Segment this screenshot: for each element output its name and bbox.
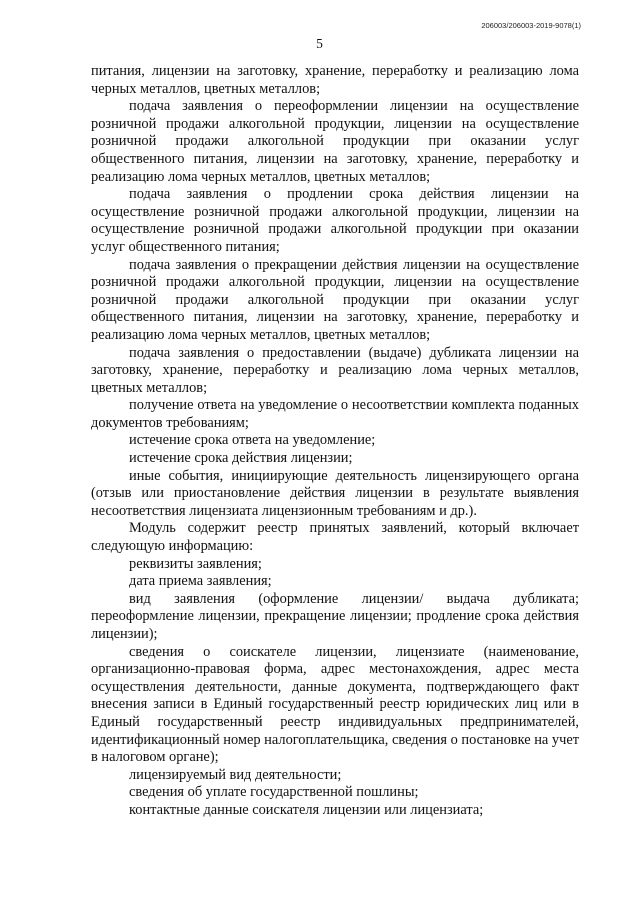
paragraph: Модуль содержит реестр принятых заявлений, который включает следующую информацию: (91, 520, 579, 555)
paragraph: сведения о соискателе лицензии, лицензиате (наименование, организационно-правовая форма, адрес местонахождения, адрес места осуществления деятельности, данные документа, подтверждающего факт внесения записи в Единый государственный реестр юридических лиц или в Единый государственный реестр индивидуальных предпринимателей, идентификационный номер налогоплательщика, сведения о постановке на учет в налоговом органе); (91, 643, 579, 766)
document-body (91, 63, 579, 820)
paragraph: подача заявления о предоставлении (выдаче) дубликата лицензии на заготовку, хранение, переработку и реализацию лома черных металлов, цветных металлов; (91, 344, 579, 396)
paragraph: контактные данные соискателя лицензии или лицензиата; (129, 801, 484, 818)
page-number: 5 (316, 36, 323, 51)
paragraph: подача заявления о прекращении действия лицензии на осуществление розничной продажи алкогольной продукции, лицензии на осуществление розничной продажи алкогольной продукции при оказании услуг общественного питания, лицензии на заготовку, хранение, переработку и реализацию лома черных металлов, цветных металлов; (91, 256, 579, 343)
paragraph: питания, лицензии на заготовку, хранение, переработку и реализацию лома черных металлов, цветных металлов; (91, 63, 579, 97)
paragraph: дата приема заявления; (129, 573, 272, 590)
paragraph: истечение срока действия лицензии; (129, 450, 353, 467)
paragraph: иные события, инициирующие деятельность лицензирующего органа (отзыв или приостановление действия лицензии в результате выявления несоответствия лицензиата лицензионным требованиям и др.). (91, 467, 579, 519)
paragraph: лицензируемый вид деятельности; (129, 766, 342, 783)
paragraph: вид заявления (оформление лицензии/ выдача дубликата; переоформление лицензии, прекращение лицензии; продление срока действия лицензии); (91, 590, 579, 642)
paragraph: реквизиты заявления; (129, 555, 262, 572)
paragraph: сведения об уплате государственной пошлины; (129, 784, 419, 801)
paragraph: истечение срока ответа на уведомление; (129, 432, 376, 449)
document-id: 206003/206003-2019-9078(1) (481, 21, 581, 30)
paragraph: подача заявления о продлении срока действия лицензии на осуществление розничной продажи алкогольной продукции, лицензии на осуществление розничной продажи алкогольной продукции при оказании услуг общественного питания; (91, 186, 579, 255)
paragraph: подача заявления о переоформлении лицензии на осуществление розничной продажи алкогольной продукции, лицензии на осуществление розничной продажи алкогольной продукции при оказании услуг общественного питания, лицензии на заготовку, хранение, переработку и реализацию лома черных металлов, цветных металлов; (91, 98, 579, 185)
paragraph: получение ответа на уведомление о несоответствии комплекта поданных документов требованиям; (91, 397, 579, 431)
